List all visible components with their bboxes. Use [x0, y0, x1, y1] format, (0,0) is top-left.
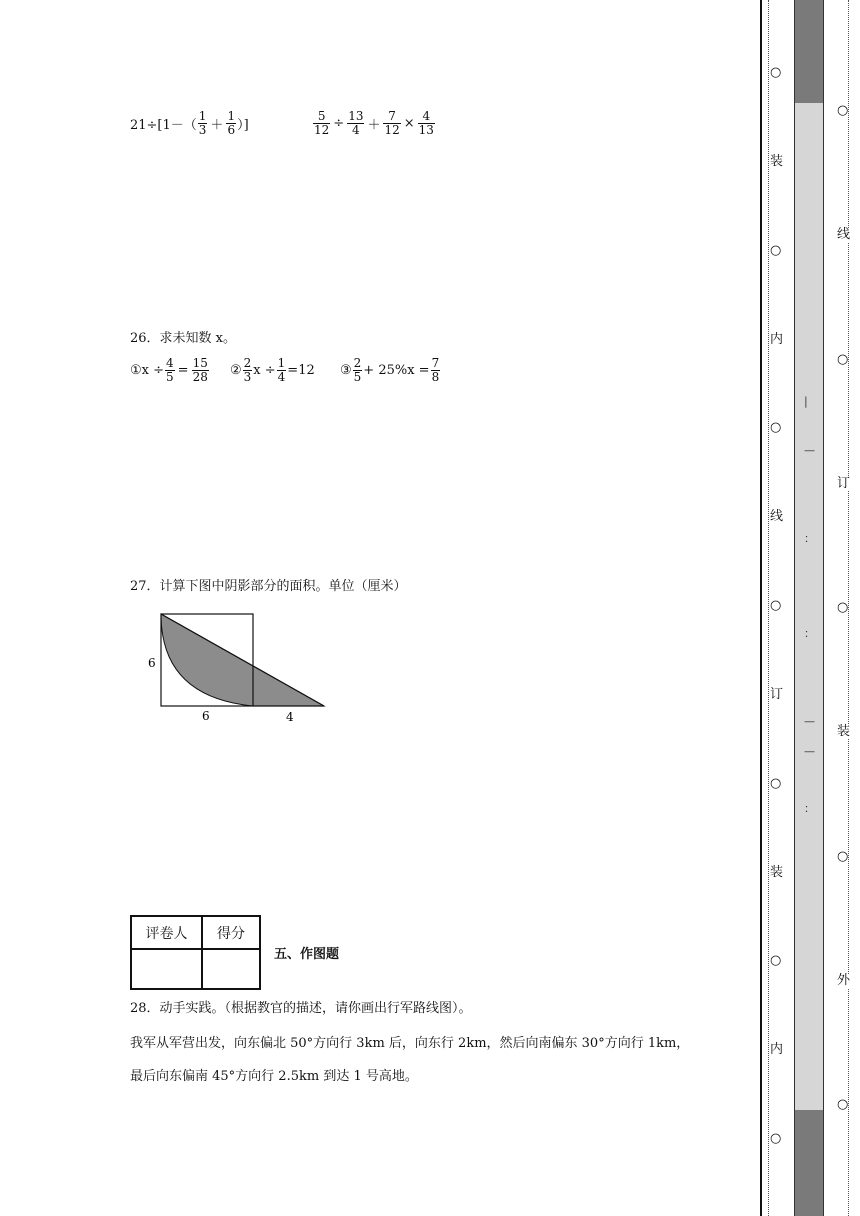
outer-mark-8: ○	[837, 1097, 849, 1112]
band-mark-4: —	[804, 715, 815, 728]
label-side-6: 6	[148, 656, 156, 670]
inner-mark-12: ○	[770, 1131, 782, 1146]
inner-mark-10: ○	[770, 953, 782, 969]
q28-line-2: 最后向东偏南 45°方向行 2.5km 到达 1 号高地。	[130, 1069, 418, 1084]
band-mark-3: ：	[804, 627, 815, 640]
fraction: $\frac{4}{13}$	[418, 109, 434, 137]
outer-mark-3: 订	[837, 475, 851, 491]
score-cell[interactable]	[202, 949, 260, 989]
plus-sign: ＋	[210, 118, 224, 133]
q27-title: 27．计算下图中阴影部分的面积。单位（厘米）	[130, 579, 407, 594]
outer-mark-7: 外	[837, 972, 851, 988]
circled-number: ③	[340, 363, 352, 378]
reviewer-header: 评卷人	[131, 916, 202, 949]
q28-title: 28．动手实践。（根据教官的描述，请你画出行军路线图）。	[130, 1001, 472, 1016]
equation-text: x ÷	[141, 363, 165, 378]
equation-text: x ÷	[253, 363, 276, 378]
fraction: $\frac{1}{3}$	[198, 109, 207, 137]
inner-mark-11: 内	[770, 1042, 784, 1058]
band-light-middle	[795, 103, 823, 1110]
fraction: $\frac{2}{3}$	[243, 356, 252, 384]
fraction: $\frac{1}{6}$	[227, 109, 236, 137]
score-header: 得分	[202, 916, 260, 949]
inner-mark-9: 装	[770, 864, 784, 880]
circled-number: ②	[230, 363, 242, 378]
q26-title: 26．求未知数 x。	[130, 331, 237, 346]
fraction: $\frac{1}{4}$	[277, 356, 286, 384]
band-dark-bottom	[795, 1110, 823, 1216]
circled-number: ①	[130, 363, 142, 378]
q26-equation-1	[130, 357, 210, 384]
inner-mark-2: ○	[770, 242, 782, 258]
band-mark-6: ：	[804, 802, 815, 815]
inner-mark-7: 订	[770, 686, 784, 702]
fraction: $\frac{7}{8}$	[431, 356, 440, 384]
score-table	[130, 915, 261, 990]
band-mark-5: —	[804, 745, 815, 758]
band-mark-2: ：	[804, 532, 815, 545]
label-bottom-6: 6	[202, 709, 210, 723]
outer-mark-5: 装	[837, 724, 851, 740]
binding-margin	[760, 0, 860, 1216]
shaded-region-left	[161, 614, 253, 706]
inner-mark-5: 线	[770, 509, 784, 525]
q27-figure	[140, 605, 340, 725]
inner-mark-8: ○	[770, 775, 782, 791]
fraction: $\frac{7}{12}$	[384, 109, 400, 137]
q28-line-1: 我军从军营出发，向东偏北 50°方向行 3km 后，向东行 2km，然后向南偏东 30°方向行 1km，	[130, 1036, 690, 1051]
band-dark-top	[795, 0, 823, 103]
band-mark-0: |	[804, 395, 808, 408]
q26-equation-3	[340, 357, 441, 384]
inner-mark-3: 内	[770, 331, 784, 347]
multiply-sign: ×	[403, 116, 415, 131]
fraction: $\frac{13}{4}$	[348, 109, 364, 137]
q25-expression-2	[312, 110, 436, 137]
equation-text: =12	[287, 363, 315, 378]
outer-mark-0: ○	[837, 103, 849, 118]
equation-text: + 25%x =	[363, 363, 430, 378]
q26-equation-2	[230, 357, 315, 384]
outer-mark-1: 线	[837, 227, 851, 243]
reviewer-cell[interactable]	[131, 949, 202, 989]
outer-mark-6: ○	[837, 848, 849, 864]
binding-band	[794, 0, 824, 1216]
outer-mark-2: ○	[837, 351, 849, 367]
q25-expr1-suffix: ）]	[237, 118, 249, 133]
inner-mark-0: ○	[770, 65, 782, 80]
inner-mark-4: ○	[770, 420, 782, 436]
outer-mark-4: ○	[837, 600, 849, 615]
section-title: 五、作图题	[274, 947, 340, 962]
fraction: $\frac{5}{12}$	[314, 109, 330, 137]
fraction: $\frac{4}{5}$	[166, 356, 174, 384]
equals-sign: =	[177, 363, 189, 378]
fraction: $\frac{15}{28}$	[192, 356, 208, 384]
plus-sign: ＋	[367, 118, 381, 133]
q25-expression-1	[130, 110, 249, 137]
margin-border-line	[760, 0, 762, 1216]
inner-mark-6: ○	[770, 598, 782, 613]
divide-sign: ÷	[333, 116, 345, 131]
band-mark-1: —	[804, 444, 815, 457]
inner-mark-1: 装	[770, 153, 784, 169]
fraction: $\frac{2}{5}$	[353, 356, 362, 384]
q25-expr1-prefix: 21÷[1－（	[130, 118, 197, 133]
label-bottom-4: 4	[286, 710, 294, 724]
